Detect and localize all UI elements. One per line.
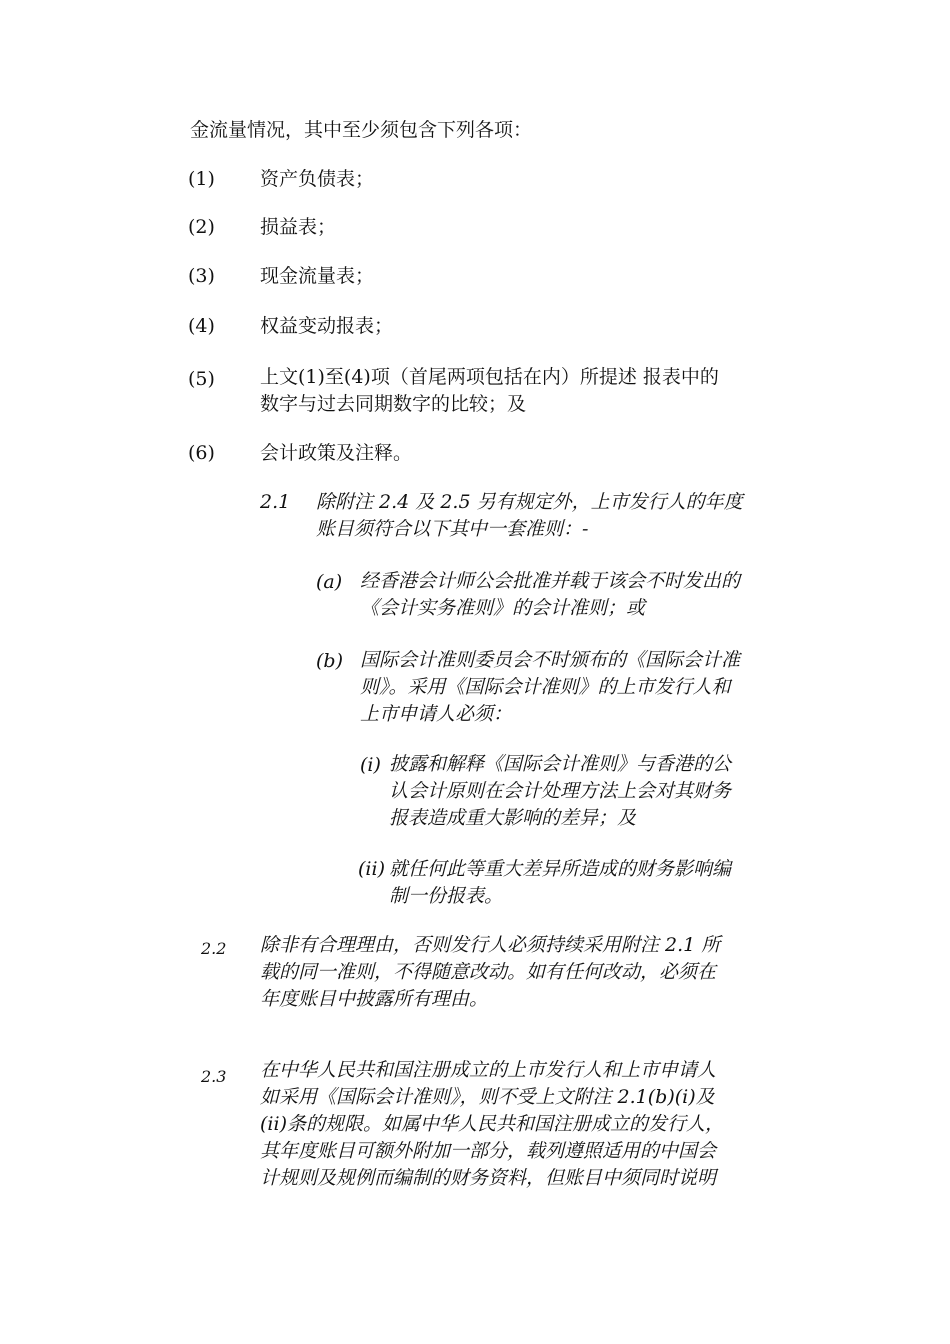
subnote-text-line: 报表造成重大影响的差异；及 bbox=[389, 807, 637, 829]
note-number: 2.1 bbox=[260, 491, 291, 513]
subnote-text-line: 制一份报表。 bbox=[389, 885, 504, 907]
note-text-line: 计规则及规例而编制的财务资料，但账目中须同时说明 bbox=[260, 1167, 717, 1189]
item-number: (2) bbox=[188, 216, 215, 238]
note-text-line: 年度账目中披露所有理由。 bbox=[260, 988, 489, 1010]
subnote-text-line: 经香港会计师公会批准并载于该会不时发出的 bbox=[360, 570, 741, 592]
note-text-line: 在中华人民共和国注册成立的上市发行人和上市申请人 bbox=[260, 1059, 717, 1081]
subnote-number: (b) bbox=[316, 650, 343, 672]
subnote-text-line: 就任何此等重大差异所造成的财务影响编 bbox=[389, 858, 732, 880]
subnote-number: (a) bbox=[316, 571, 343, 593]
intro-text: 金流量情况，其中至少须包含下列各项： bbox=[190, 119, 533, 141]
item-text-line: 数字与过去同期数字的比较；及 bbox=[260, 393, 527, 415]
note-text-line: 其年度账目可额外附加一部分，载列遵照适用的中国会 bbox=[260, 1140, 717, 1162]
item-text: 权益变动报表； bbox=[260, 315, 394, 337]
note-number: 2.3 bbox=[201, 1067, 227, 1086]
note-number: 2.2 bbox=[201, 939, 227, 958]
item-number: (5) bbox=[188, 368, 215, 390]
note-text-line: 载的同一准则，不得随意改动。如有任何改动，必须在 bbox=[260, 961, 717, 983]
item-number: (3) bbox=[188, 265, 215, 287]
note-text-line: 除附注 2.4 及 2.5 另有规定外，上市发行人的年度 bbox=[316, 491, 743, 513]
item-text-line: 上文(1)至(4)项（首尾两项包括在内）所提述 报表中的 bbox=[260, 366, 719, 388]
subnote-number: (ii) bbox=[358, 858, 385, 880]
note-text-line: (ii)条的规限。如属中华人民共和国注册成立的发行人， bbox=[260, 1113, 724, 1135]
item-text: 会计政策及注释。 bbox=[260, 442, 413, 464]
subnote-text-line: 披露和解释《国际会计准则》与香港的公 bbox=[389, 753, 732, 775]
item-text: 资产负债表； bbox=[260, 168, 375, 190]
note-text-line: 如采用《国际会计准则》，则不受上文附注 2.1(b)(i)及 bbox=[260, 1086, 715, 1108]
item-number: (1) bbox=[188, 168, 215, 190]
subnote-text-line: 认会计原则在会计处理方法上会对其财务 bbox=[389, 780, 732, 802]
note-text-line: 除非有合理理由，否则发行人必须持续采用附注 2.1 所 bbox=[260, 934, 721, 956]
item-number: (6) bbox=[188, 442, 215, 464]
subnote-text-line: 国际会计准则委员会不时颁布的《国际会计准 bbox=[360, 649, 741, 671]
item-text: 现金流量表； bbox=[260, 265, 375, 287]
subnote-text-line: 则》。采用《国际会计准则》的上市发行人和 bbox=[360, 676, 731, 698]
subnote-text-line: 上市申请人必须： bbox=[360, 703, 513, 725]
subnote-text-line: 《会计实务准则》的会计准则；或 bbox=[360, 597, 646, 619]
note-text-line: 账目须符合以下其中一套准则：- bbox=[316, 518, 589, 540]
subnote-number: (i) bbox=[360, 754, 381, 776]
item-number: (4) bbox=[188, 315, 215, 337]
item-text: 损益表； bbox=[260, 216, 337, 238]
